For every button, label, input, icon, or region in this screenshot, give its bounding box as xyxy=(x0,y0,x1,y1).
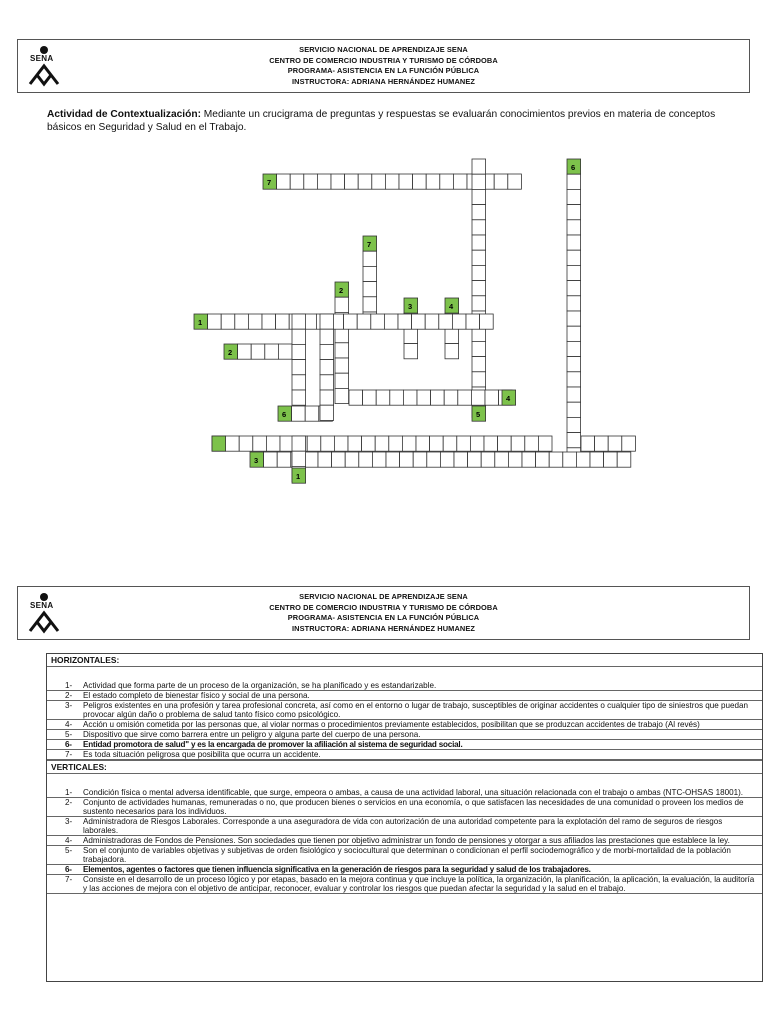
crossword-cell[interactable] xyxy=(304,452,318,467)
crossword-cell[interactable] xyxy=(345,174,359,189)
clue-text: Consiste en el desarrollo de un proceso lógico y por etapas, basado en la mejora continua y que incluye la política, la organización, la planificación, la aplicación, la evaluación, la auditoría y las acciones de mejora con el objetivo de anticipar, reconocer, evaluar y controlar los riesgos que puedan afectar la seguridad y la salud en el trabajo. xyxy=(83,875,755,893)
crossword-cell[interactable] xyxy=(480,314,494,329)
crossword-cell[interactable] xyxy=(320,329,334,344)
crossword-cell[interactable] xyxy=(567,220,581,235)
crossword-cell[interactable] xyxy=(292,451,306,466)
crossword-cell[interactable] xyxy=(595,436,609,451)
crossword-cell[interactable] xyxy=(320,344,334,359)
crossword-cell[interactable] xyxy=(335,358,349,373)
vertical-clue-3 xyxy=(47,817,762,836)
crossword-cell[interactable] xyxy=(280,436,294,451)
crossword-cell[interactable] xyxy=(265,344,279,359)
clue-number-label: 1 xyxy=(296,472,301,481)
header-line-4: INSTRUCTORA: ADRIANA HERNÁNDEZ HUMANEZ xyxy=(292,623,475,633)
activity-label: Actividad de Contextualización: xyxy=(47,109,201,120)
clue-text: Es toda situación peligrosa que posibilita que ocurra un accidente. xyxy=(83,750,321,759)
clue-text: Actividad que forma parte de un proceso de la organización, se ha planificado y es estandarizable. xyxy=(83,681,437,690)
crossword-cell[interactable] xyxy=(472,235,486,250)
crossword-cell[interactable] xyxy=(567,402,581,417)
clue-number: 7- xyxy=(65,875,73,884)
crossword-cell[interactable] xyxy=(344,314,358,329)
crossword-cell[interactable] xyxy=(389,436,403,451)
crossword-cell[interactable] xyxy=(331,174,345,189)
crossword-cell[interactable] xyxy=(472,159,486,174)
horizontal-clue-2 xyxy=(47,691,762,701)
vertical-clue-5 xyxy=(47,846,762,865)
header-line-1: SERVICIO NACIONAL DE APRENDIZAJE SENA xyxy=(299,45,468,54)
crossword-cell[interactable] xyxy=(567,296,581,311)
crossword-cell[interactable] xyxy=(292,375,306,390)
crossword-cell[interactable] xyxy=(320,405,334,420)
crossword-cell[interactable] xyxy=(567,250,581,265)
crossword-cell[interactable] xyxy=(567,189,581,204)
crossword-cell[interactable] xyxy=(508,174,522,189)
crossword-cell[interactable] xyxy=(292,344,306,359)
crossword-cell[interactable] xyxy=(416,436,430,451)
crossword-cell[interactable] xyxy=(617,452,631,467)
horizontal-heading: HORIZONTALES: xyxy=(47,654,762,667)
crossword-cell[interactable] xyxy=(402,436,416,451)
crossword-cell[interactable] xyxy=(549,452,563,467)
start-cell[interactable] xyxy=(212,436,226,451)
crossword-cell[interactable] xyxy=(431,390,445,405)
crossword-cell[interactable] xyxy=(567,387,581,402)
horizontal-clue-3 xyxy=(47,701,762,720)
clue-text: Peligros existentes en una profesión y tarea profesional concreta, así como en el entorno o lugar de trabajo, susceptibles de originar accidentes o cualquier tipo de siniestros que puedan provocar algún daño o problema de salud tanto físico como psicológico. xyxy=(83,701,748,719)
crossword-cell[interactable] xyxy=(372,452,386,467)
crossword-cell[interactable] xyxy=(375,436,389,451)
clue-number-label: 4 xyxy=(449,302,454,311)
crossword-cell[interactable] xyxy=(358,174,372,189)
crossword-cell[interactable] xyxy=(334,436,348,451)
crossword-cell[interactable] xyxy=(335,388,349,403)
crossword-cell[interactable] xyxy=(276,314,290,329)
clue-text: Administradoras de Fondos de Pensiones. Son sociedades que tienen por objetivo administrar un fondo de pensiones y otorgar a sus afiliados las prestaciones que establece la ley. xyxy=(83,836,730,845)
crossword-cell[interactable] xyxy=(426,174,440,189)
crossword-cell[interactable] xyxy=(440,174,454,189)
clues-table xyxy=(46,653,763,982)
clue-number-label: 1 xyxy=(198,318,203,327)
crossword-cell[interactable] xyxy=(494,174,508,189)
clue-text: Acción u omisión cometida por las personas que, al violar normas o procedimientos previamente establecidos, posibilitan que se produzcan accidentes de trabajo (Al revés) xyxy=(83,720,700,729)
sena-logo-text: SENA xyxy=(30,601,54,610)
vertical-clue-2 xyxy=(47,798,762,817)
crossword-cell[interactable] xyxy=(278,344,292,359)
crossword-cell[interactable] xyxy=(404,328,418,343)
crossword-cell[interactable] xyxy=(472,296,486,311)
crossword-cell[interactable] xyxy=(264,452,278,467)
header-line-4: INSTRUCTORA: ADRIANA HERNÁNDEZ HUMANEZ xyxy=(292,76,475,86)
crossword-cell[interactable] xyxy=(538,436,552,451)
crossword-cell[interactable] xyxy=(472,341,486,356)
crossword-cell[interactable] xyxy=(458,390,472,405)
crossword-cell[interactable] xyxy=(472,250,486,265)
crossword-cell[interactable] xyxy=(292,436,306,451)
vertical-clue-6 xyxy=(47,865,762,875)
crossword-cell[interactable] xyxy=(472,220,486,235)
crossword-cell[interactable] xyxy=(292,314,306,329)
crossword-cell[interactable] xyxy=(485,390,499,405)
header-line-1: SERVICIO NACIONAL DE APRENDIZAJE SENA xyxy=(299,592,468,601)
crossword-cell[interactable] xyxy=(622,436,636,451)
header-line-3: PROGRAMA- ASISTENCIA EN LA FUNCIÓN PÚBLICA xyxy=(287,613,480,622)
horizontal-clue-1 xyxy=(47,681,762,691)
crossword-cell[interactable] xyxy=(320,360,334,375)
crossword-cell[interactable] xyxy=(290,174,304,189)
crossword-cell[interactable] xyxy=(472,281,486,296)
crossword-cell[interactable] xyxy=(563,452,577,467)
crossword-cell[interactable] xyxy=(400,452,414,467)
spacer xyxy=(47,667,762,681)
crossword-cell[interactable] xyxy=(417,390,431,405)
clue-number-label: 7 xyxy=(367,240,372,249)
crossword-cell[interactable] xyxy=(363,251,377,266)
crossword-cell[interactable] xyxy=(292,406,306,421)
crossword-cell[interactable] xyxy=(386,452,400,467)
crossword-cell[interactable] xyxy=(472,265,486,280)
clue-number: 3- xyxy=(65,701,73,710)
header-line-2: CENTRO DE COMERCIO INDUSTRIA Y TURISMO DE CÓRDOBA xyxy=(269,602,498,612)
clue-text: Son el conjunto de variables objetivas y subjetivas de orden fisiológico y sociocultural que determinan o condicionan el perfil sociodemográfico y de morbi-mortalidad de la población trabajadora. xyxy=(83,846,731,864)
clue-number: 6- xyxy=(65,740,72,749)
header-line-2: CENTRO DE COMERCIO INDUSTRIA Y TURISMO DE CÓRDOBA xyxy=(269,55,498,65)
header-line-3: PROGRAMA- ASISTENCIA EN LA FUNCIÓN PÚBLICA xyxy=(287,66,480,75)
crossword-cell[interactable] xyxy=(576,452,590,467)
crossword-cell[interactable] xyxy=(208,314,222,329)
crossword-cell[interactable] xyxy=(349,390,363,405)
crossword-cell[interactable] xyxy=(335,328,349,343)
crossword-cell[interactable] xyxy=(305,406,319,421)
crossword-cell[interactable] xyxy=(413,174,427,189)
crossword-cell[interactable] xyxy=(403,390,417,405)
crossword-cell[interactable] xyxy=(292,360,306,375)
crossword-cell[interactable] xyxy=(498,436,512,451)
crossword-cell[interactable] xyxy=(372,174,386,189)
clue-number: 5- xyxy=(65,846,73,855)
crossword-cell[interactable] xyxy=(413,452,427,467)
crossword-cell[interactable] xyxy=(495,452,509,467)
clue-number: 7- xyxy=(65,750,73,759)
crossword-cell[interactable] xyxy=(321,436,335,451)
crossword-cell[interactable] xyxy=(248,314,262,329)
crossword-cell[interactable] xyxy=(472,189,486,204)
crossword-cell[interactable] xyxy=(608,436,622,451)
crossword-cell[interactable] xyxy=(239,436,253,451)
crossword-cell[interactable] xyxy=(348,436,362,451)
crossword-cell[interactable] xyxy=(445,344,459,359)
horizontal-clues xyxy=(47,681,762,760)
crossword-cell[interactable] xyxy=(359,452,373,467)
crossword-cell[interactable] xyxy=(238,344,252,359)
crossword-cell[interactable] xyxy=(404,344,418,359)
crossword-cell[interactable] xyxy=(320,390,334,405)
crossword-cell[interactable] xyxy=(277,174,291,189)
crossword-cell[interactable] xyxy=(292,329,306,344)
crossword-cell[interactable] xyxy=(440,452,454,467)
crossword-cell[interactable] xyxy=(398,314,412,329)
crossword-cell[interactable] xyxy=(427,452,441,467)
crossword-cell[interactable] xyxy=(443,436,457,451)
crossword-cell[interactable] xyxy=(567,205,581,220)
crossword-cell[interactable] xyxy=(481,452,495,467)
clue-number-label: 2 xyxy=(339,286,344,295)
clue-number-label: 4 xyxy=(506,394,511,403)
clue-number-label: 5 xyxy=(476,410,481,419)
crossword-cell[interactable] xyxy=(320,375,334,390)
crossword-cell[interactable] xyxy=(363,297,377,312)
horizontal-clue-5 xyxy=(47,730,762,740)
crossword-cell[interactable] xyxy=(384,314,398,329)
clue-text: Conjunto de actividades humanas, remuneradas o no, que producen bienes o servicios en una economía, o que satisfacen las necesidades de una comunidad o proveen los medios de sustento necesarios para los individuos. xyxy=(83,798,744,816)
clue-number-label: 3 xyxy=(408,302,413,311)
clue-text: El estado completo de bienestar físico y social de una persona. xyxy=(83,691,310,700)
crossword-cell[interactable] xyxy=(292,390,306,405)
crossword-cell[interactable] xyxy=(567,357,581,372)
crossword-cell[interactable] xyxy=(235,314,249,329)
crossword-cell[interactable] xyxy=(317,174,331,189)
crossword-cell[interactable] xyxy=(468,452,482,467)
crossword-cell[interactable] xyxy=(376,390,390,405)
clue-number-label: 3 xyxy=(254,456,259,465)
crossword-cell[interactable] xyxy=(454,452,468,467)
crossword-cell[interactable] xyxy=(536,452,550,467)
crossword-cell[interactable] xyxy=(390,390,404,405)
crossword-cell[interactable] xyxy=(484,436,498,451)
crossword-cell[interactable] xyxy=(511,436,525,451)
clue-text: Dispositivo que sirve como barrera entre un peligro y alguna parte del cuerpo de una persona. xyxy=(83,730,421,739)
crossword-cell[interactable] xyxy=(439,314,453,329)
crossword-cell[interactable] xyxy=(445,328,459,343)
horizontal-clue-4 xyxy=(47,720,762,730)
spacer xyxy=(47,774,762,788)
clue-number: 1- xyxy=(65,681,73,690)
clue-number: 2- xyxy=(65,798,73,807)
clue-text: Administradora de Riesgos Laborales. Corresponde a una aseguradora de vida con autorización de una autoridad competente para la explotación del ramo de seguros de riesgos laborales. xyxy=(83,817,723,835)
crossword-cell[interactable] xyxy=(363,390,377,405)
crossword-cell[interactable] xyxy=(399,174,413,189)
vertical-clues xyxy=(47,788,762,894)
clue-number-label: 2 xyxy=(228,348,233,357)
crossword-cell[interactable] xyxy=(472,372,486,387)
crossword-cell[interactable] xyxy=(472,205,486,220)
crossword-cell[interactable] xyxy=(430,436,444,451)
vertical-clue-4 xyxy=(47,836,762,846)
crossword-cell[interactable] xyxy=(522,452,536,467)
clue-text: Entidad promotora de salud" y es la encargada de promover la afiliación al sistema de seguridad social. xyxy=(83,740,463,749)
crossword-cell[interactable] xyxy=(226,436,240,451)
crossword-cell[interactable] xyxy=(363,282,377,297)
crossword-cell[interactable] xyxy=(470,436,484,451)
clue-number: 4- xyxy=(65,720,73,729)
crossword-cell[interactable] xyxy=(362,436,376,451)
crossword-cell[interactable] xyxy=(567,372,581,387)
crossword-cell[interactable] xyxy=(318,452,332,467)
crossword-cell[interactable] xyxy=(457,436,471,451)
crossword-cell[interactable] xyxy=(307,436,321,451)
crossword-cell[interactable] xyxy=(604,452,618,467)
crossword-cell[interactable] xyxy=(471,390,485,405)
crossword-cell[interactable] xyxy=(345,452,359,467)
crossword-cell[interactable] xyxy=(412,314,426,329)
crossword-cell[interactable] xyxy=(567,341,581,356)
vertical-clue-7 xyxy=(47,875,762,894)
crossword-cell[interactable] xyxy=(567,433,581,448)
clue-text: Elementos, agentes o factores que tienen influencia significativa en la generación de riesgos para la seguridad y salud de los trabajadores. xyxy=(83,865,591,874)
crossword-cell[interactable] xyxy=(567,326,581,341)
crossword-cell[interactable] xyxy=(508,452,522,467)
crossword-cell[interactable] xyxy=(472,357,486,372)
vertical-clue-1 xyxy=(47,788,762,798)
crossword-cell[interactable] xyxy=(253,436,267,451)
document-header-2 xyxy=(17,586,750,640)
crossword-cell[interactable] xyxy=(251,344,265,359)
clue-number: 4- xyxy=(65,836,73,845)
crossword-cell[interactable] xyxy=(335,343,349,358)
crossword-cell[interactable] xyxy=(567,265,581,280)
clue-number: 3- xyxy=(65,817,73,826)
crossword-cell[interactable] xyxy=(567,417,581,432)
crossword-cell[interactable] xyxy=(452,314,466,329)
vertical-heading: VERTICALES: xyxy=(47,760,762,774)
crossword-cell[interactable] xyxy=(277,452,291,467)
crossword-cell[interactable] xyxy=(466,314,480,329)
crossword-cell[interactable] xyxy=(567,174,581,189)
crossword-cell[interactable] xyxy=(590,452,604,467)
sena-logo-text: SENA xyxy=(30,54,54,63)
crossword-cell[interactable] xyxy=(363,266,377,281)
clue-number: 5- xyxy=(65,730,73,739)
crossword-cell[interactable] xyxy=(425,314,439,329)
crossword-cell[interactable] xyxy=(453,174,467,189)
crossword-cell[interactable] xyxy=(221,314,235,329)
crossword-cell[interactable] xyxy=(567,311,581,326)
crossword-cell[interactable] xyxy=(266,436,280,451)
crossword-cell[interactable] xyxy=(357,314,371,329)
clue-text: Condición física o mental adversa identificable, que surge, empeora o ambas, a causa de una actividad laboral, una situación relacionada con el trabajo o ambas (NTC-OHSAS 18001). xyxy=(83,788,744,797)
crossword-cell[interactable] xyxy=(304,174,318,189)
activity-text: Mediante un crucigrama de preguntas y respuestas se evaluarán conocimientos previos en materia de conceptos básicos en Seguridad y Salud en el Trabajo. xyxy=(47,109,716,133)
clue-number-label: 6 xyxy=(282,410,287,419)
crossword-cell[interactable] xyxy=(332,452,346,467)
crossword-cell[interactable] xyxy=(581,436,595,451)
crossword-cell[interactable] xyxy=(320,314,334,329)
clue-number: 6- xyxy=(65,865,72,874)
crossword-cell[interactable] xyxy=(262,314,276,329)
crossword-cell[interactable] xyxy=(567,281,581,296)
crossword-cell[interactable] xyxy=(335,297,349,312)
clue-number: 2- xyxy=(65,691,73,700)
horizontal-clue-7 xyxy=(47,750,762,760)
clue-number-label: 7 xyxy=(267,178,272,187)
horizontal-clue-6 xyxy=(47,740,762,750)
crossword-cell[interactable] xyxy=(335,373,349,388)
crossword-cell[interactable] xyxy=(525,436,539,451)
crossword-cell[interactable] xyxy=(371,314,385,329)
crossword-cell[interactable] xyxy=(567,235,581,250)
crossword-cell[interactable] xyxy=(444,390,458,405)
clue-number-label: 6 xyxy=(571,163,576,172)
clue-number: 1- xyxy=(65,788,73,797)
crossword-cell[interactable] xyxy=(385,174,399,189)
crossword-cell[interactable] xyxy=(472,174,486,189)
